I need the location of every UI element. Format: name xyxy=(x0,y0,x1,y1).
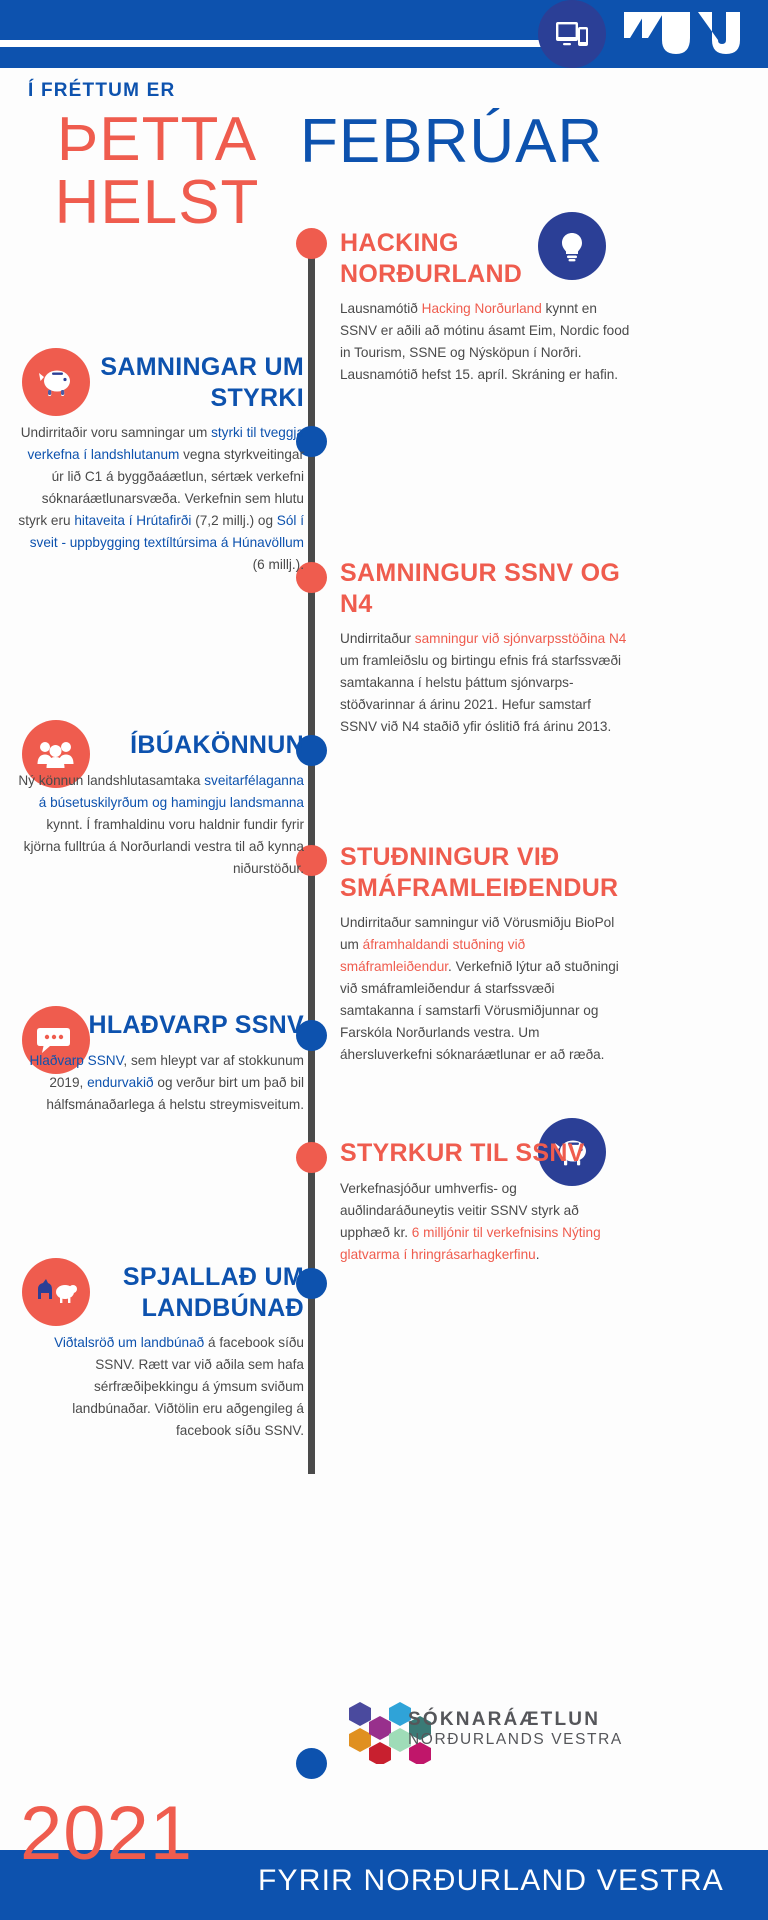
body-text-run: Viðtalsröð um landbúnað xyxy=(54,1335,205,1350)
entry-styrkur-til-ssnv xyxy=(340,1138,630,1266)
body-text-run: Sól í sveit - uppbygging textíltúrsima á Húnavöllum xyxy=(29,513,304,551)
entry-spjallad-um-landbunad xyxy=(14,1262,304,1442)
body-text-run: Hlaðvarp SSNV xyxy=(29,1052,124,1068)
entry-heading: SAMNINGAR UM STYRKI xyxy=(100,353,304,412)
timeline-dot-end xyxy=(296,1748,327,1779)
soknaraaetlun-line-2: NORÐURLANDS VESTRA xyxy=(408,1731,623,1749)
soknaraaetlun-line-1: SÓKNARÁÆTLUN xyxy=(408,1709,601,1730)
body-text-run: styrki til tveggja verkefna í landshlutanum xyxy=(27,425,304,463)
entry-hladvarp-ssnv xyxy=(14,1010,304,1116)
footer-tagline: FYRIR NORÐURLAND VESTRA xyxy=(258,1864,724,1897)
body-text-run: Undirritaðir voru samningar um xyxy=(20,425,212,440)
entry-body xyxy=(340,298,630,386)
title-line-2: HELST xyxy=(54,168,260,238)
body-text-run: Undirritaður samningur við Vörusmiðju BioPol um xyxy=(340,915,615,953)
body-text-run: sveitarfélaganna á búsetuskilyrðum og hamingju landsmanna xyxy=(38,772,304,810)
entry-heading: HLAÐVARP SSNV xyxy=(88,1011,304,1039)
entry-hacking-nordurland xyxy=(340,228,630,386)
page-title-left xyxy=(22,105,292,238)
entry-body xyxy=(340,1178,630,1266)
entry-heading: ÍBÚAKÖNNUN xyxy=(130,731,304,759)
timeline-dot-hacking-nordurland xyxy=(296,228,327,259)
body-text-run: kynnt en SSNV er aðili að mótinu ásamt Eim, Nordic food in Tourism, SSNE og Nýsköpun í Norðri. Lausnamótið hefst 15. apríl. Skráning er hafin. xyxy=(340,301,630,383)
entry-heading: SPJALLAÐ UM LANDBÚNAÐ xyxy=(122,1263,304,1322)
tablet-phone-icon xyxy=(554,18,590,50)
footer-year: 2021 xyxy=(20,1791,194,1876)
entry-heading: HACKING NORÐURLAND xyxy=(340,229,523,288)
body-text-run: Verkefnasjóður umhverfis- og auðlindaráðuneytis veitir SSNV styrk að upphæð kr. xyxy=(340,1180,579,1240)
entry-body xyxy=(14,1332,304,1442)
body-text-run: (7,2 millj.) og xyxy=(191,513,277,529)
entry-heading: STYRKUR TIL SSNV xyxy=(340,1139,585,1167)
header-white-rule xyxy=(0,40,600,47)
body-text-run: endurvakið xyxy=(87,1074,154,1090)
entry-heading: SAMNINGUR SSNV OG N4 xyxy=(340,559,621,618)
body-text-run: , sem hleypt var af stokkunum 2019, xyxy=(49,1052,304,1090)
body-text-run: áframhaldandi stuðning við smáframleiðendur xyxy=(340,937,526,975)
title-line-1: ÞETTA xyxy=(56,105,258,174)
body-text-run: . Verkefnið lýtur að stuðningi við smáframleiðendur á starfssvæði samtakanna í samstarfi Vörusmiðjunnar og Farskóla Norðurlands vestra. Um áhersluverkefni sóknaráætlunar er að ræða. xyxy=(340,959,619,1063)
body-text-run: hitaveita í Hrútafirði xyxy=(74,513,192,529)
body-text-run: Undirritaður xyxy=(340,631,415,646)
entry-heading: STUÐNINGUR VIÐ SMÁFRAMLEIÐENDUR xyxy=(340,843,619,902)
body-text-run: um framleiðslu og birtingu efnis frá starfssvæði samtakanna í helstu þáttum sjónvarps-stöðvarinnar á árinu 2021. Hefur samstarf SSNV við N4 staðið yfir óslitið frá árinu 2013. xyxy=(340,653,622,735)
body-text-run: og verður birt um það bil hálfsmánaðarlega á helstu streymisveitum. xyxy=(46,1074,304,1112)
body-text-run: samningur við sjónvarpsstöðina N4 xyxy=(414,631,627,646)
entry-ibuakonnun xyxy=(14,730,304,880)
body-text-run: . xyxy=(535,1246,540,1262)
timeline-dot-styrkur-til-ssnv xyxy=(296,1142,327,1173)
entry-body xyxy=(14,422,304,576)
page-kicker: Í FRÉTTUM ER xyxy=(28,80,176,101)
body-text-run: kynnt. Í framhaldinu voru haldnir fundir fyrir kjörna fulltrúa á Norðurlandi vestra til að kynna niðurstöður. xyxy=(23,816,304,876)
ssnv-logo xyxy=(616,8,746,60)
tablet-phone-icon-circle xyxy=(538,0,606,68)
body-text-run: á facebook síðu SSNV. Rætt var við aðila sem hafa sérfræðiþekkingu á ýmsum sviðum landbúnaðar. Viðtölin eru aðgengileg á facebook síðu SSNV. xyxy=(72,1335,304,1439)
body-text-run: 6 milljónir til verkefnisins Nýting glatvarma í hringrásarhagkerfinu xyxy=(340,1224,601,1262)
page-title-month: FEBRÚAR xyxy=(300,107,604,176)
body-text-run: vegna styrkveitingar úr lið C1 á byggðaáætlun, sértæk verkefni sóknaráætlunarsvæða. Verkefnin sem hlutu styrk eru xyxy=(18,447,304,529)
body-text-run: Hacking Norðurland xyxy=(421,301,542,316)
body-text-run: (6 millj.). xyxy=(252,557,304,573)
body-text-run: Lausnamótið xyxy=(340,301,422,316)
soknaraaetlun-logo-text xyxy=(408,1708,623,1750)
entry-body xyxy=(14,770,304,880)
entry-studningur-vid-smaframleidendur xyxy=(340,842,630,1066)
entry-body xyxy=(14,1050,304,1116)
entry-body xyxy=(340,912,630,1066)
entry-samningur-ssnv-og-n4 xyxy=(340,558,630,738)
entry-body xyxy=(340,628,630,738)
body-text-run: Ný könnun landshlutasamtaka xyxy=(18,772,205,788)
entry-samningar-um-styrki xyxy=(14,352,304,576)
